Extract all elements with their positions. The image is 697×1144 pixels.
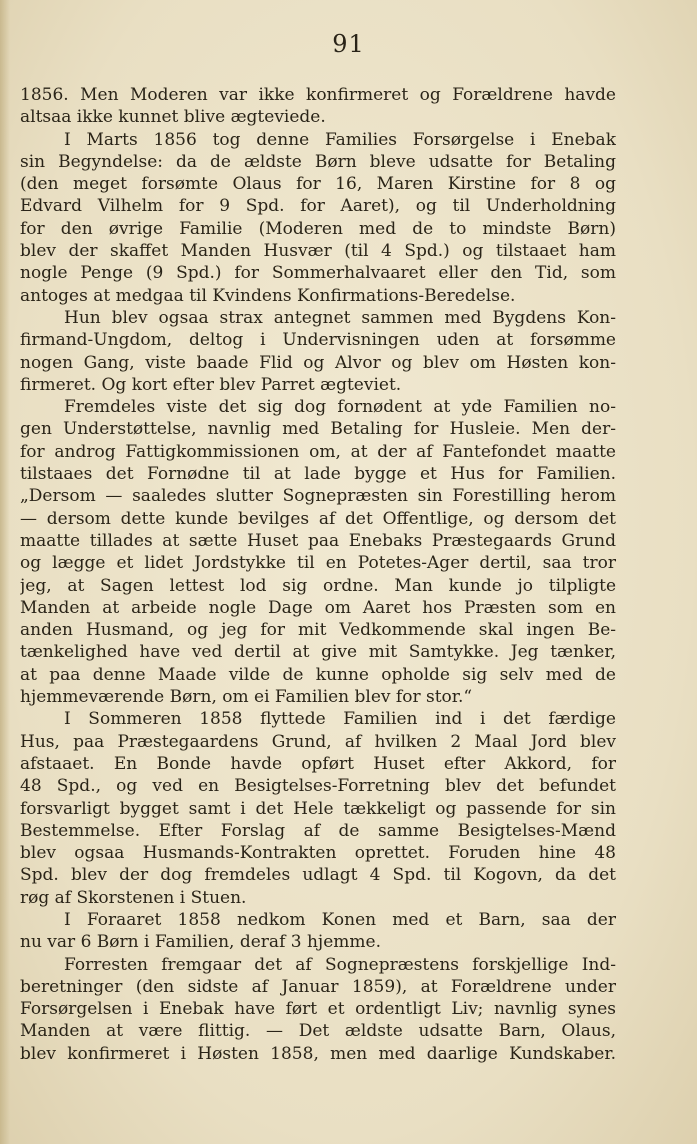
text-line: antoges at medgaa til Kvindens Konfirmations-Beredelse.: [20, 285, 516, 306]
text-line: Manden at arbeide nogle Dage om Aaret hos Præsten som en: [20, 597, 616, 618]
text-line: „Dersom — saaledes slutter Sognepræsten sin Forestilling herom: [20, 486, 616, 507]
text-line: Spd. blev der dog fremdeles udlagt 4 Spd. til Kogovn, da det: [20, 865, 616, 886]
text-line: at paa denne Maade vilde de kunne opholde sig selv med de: [20, 664, 616, 685]
text-line: nu var 6 Børn i Familien, deraf 3 hjemme.: [20, 932, 381, 953]
text-line: og lægge et lidet Jordstykke til en Potetes-Ager dertil, saa tror: [20, 553, 616, 574]
text-line: Edvard Vilhelm for 9 Spd. for Aaret), og til Underholdning: [20, 196, 616, 217]
text-line: firmeret. Og kort efter blev Parret ægteviet.: [20, 374, 402, 395]
body-text: [20, 84, 616, 1065]
text-line: Forresten fremgaar det af Sognepræstens forskjellige Ind-: [64, 954, 616, 975]
text-line: Hus, paa Præstegaardens Grund, af hvilken 2 Maal Jord blev: [20, 731, 616, 752]
text-line: hjemmeværende Børn, om ei Familien blev for stor.“: [20, 687, 473, 708]
text-line: nogle Penge (9 Spd.) for Sommerhalvaaret eller den Tid, som: [20, 263, 616, 284]
text-line: røg af Skorstenen i Stuen.: [20, 887, 247, 908]
text-line: Manden at være flittig. — Det ældste udsatte Barn, Olaus,: [20, 1021, 616, 1042]
text-line: maatte tillades at sætte Huset paa Enebaks Præstegaards Grund: [20, 530, 616, 551]
text-line: Forsørgelsen i Enebak have ført et ordentligt Liv; navnlig synes: [20, 999, 616, 1020]
text-line: for androg Fattigkommissionen om, at der af Fantefondet maatte: [20, 441, 616, 462]
text-line: for den øvrige Familie (Moderen med de to mindste Børn): [20, 218, 616, 239]
text-line: sin Begyndelse: da de ældste Børn bleve udsatte for Betaling: [20, 151, 616, 172]
text-line: blev konfirmeret i Høsten 1858, men med daarlige Kundskaber.: [20, 1043, 616, 1064]
text-line: Bestemmelse. Efter Forslag af de samme Besigtelses-Mænd: [20, 820, 616, 841]
text-line: nogen Gang, viste baade Flid og Alvor og blev om Høsten kon-: [20, 352, 616, 373]
text-line: 48 Spd., og ved en Besigtelses-Forretning blev det befundet: [20, 776, 616, 797]
text-line: 1856. Men Moderen var ikke konfirmeret og Forældrene havde: [20, 85, 616, 105]
text-line: I Foraaret 1858 nedkom Konen med et Barn, saa der: [64, 909, 616, 930]
text-line: tænkelighed have ved dertil at give mit Samtykke. Jeg tænker,: [20, 642, 616, 663]
text-line: (den meget forsømte Olaus for 16, Maren Kirstine for 8 og: [20, 174, 616, 195]
text-line: altsaa ikke kunnet blive ægteviede.: [20, 107, 326, 128]
text-line: Fremdeles viste det sig dog fornødent at yde Familien no-: [64, 397, 616, 418]
text-line: firmand-Ungdom, deltog i Undervisningen uden at forsømme: [20, 330, 616, 351]
text-line: — dersom dette kunde bevilges af det Offentlige, og dersom det: [20, 508, 616, 529]
text-line: blev ogsaa Husmands-Kontrakten oprettet. Foruden hine 48: [20, 843, 616, 864]
text-line: anden Husmand, og jeg for mit Vedkommende skal ingen Be-: [20, 620, 616, 641]
text-line: forsvarligt bygget samt i det Hele tækkeligt og passende for sin: [20, 798, 616, 819]
text-line: Hun blev ogsaa strax antegnet sammen med Bygdens Kon-: [64, 307, 616, 328]
text-line: tilstaaes det Fornødne til at lade bygge et Hus for Familien.: [20, 464, 616, 485]
text-line: afstaaet. En Bonde havde opført Huset efter Akkord, for: [20, 753, 616, 774]
text-line: beretninger (den sidste af Januar 1859), at Forældrene under: [20, 976, 616, 997]
text-line: gen Understøttelse, navnlig med Betaling for Husleie. Men der-: [20, 419, 616, 440]
page-number: 91: [332, 30, 365, 58]
text-line: I Marts 1856 tog denne Familiеs Forsørgelse i Enebak: [64, 129, 616, 150]
text-line: I Sommeren 1858 flyttede Familien ind i det færdige: [64, 709, 616, 730]
text-line: jeg, at Sagen lettest lod sig ordne. Man kunde jo tilpligte: [20, 575, 616, 596]
page-edge-shadow: [0, 0, 10, 1144]
text-line: blev der skaffet Manden Husvær (til 4 Spd.) og tilstaaet ham: [20, 241, 616, 262]
